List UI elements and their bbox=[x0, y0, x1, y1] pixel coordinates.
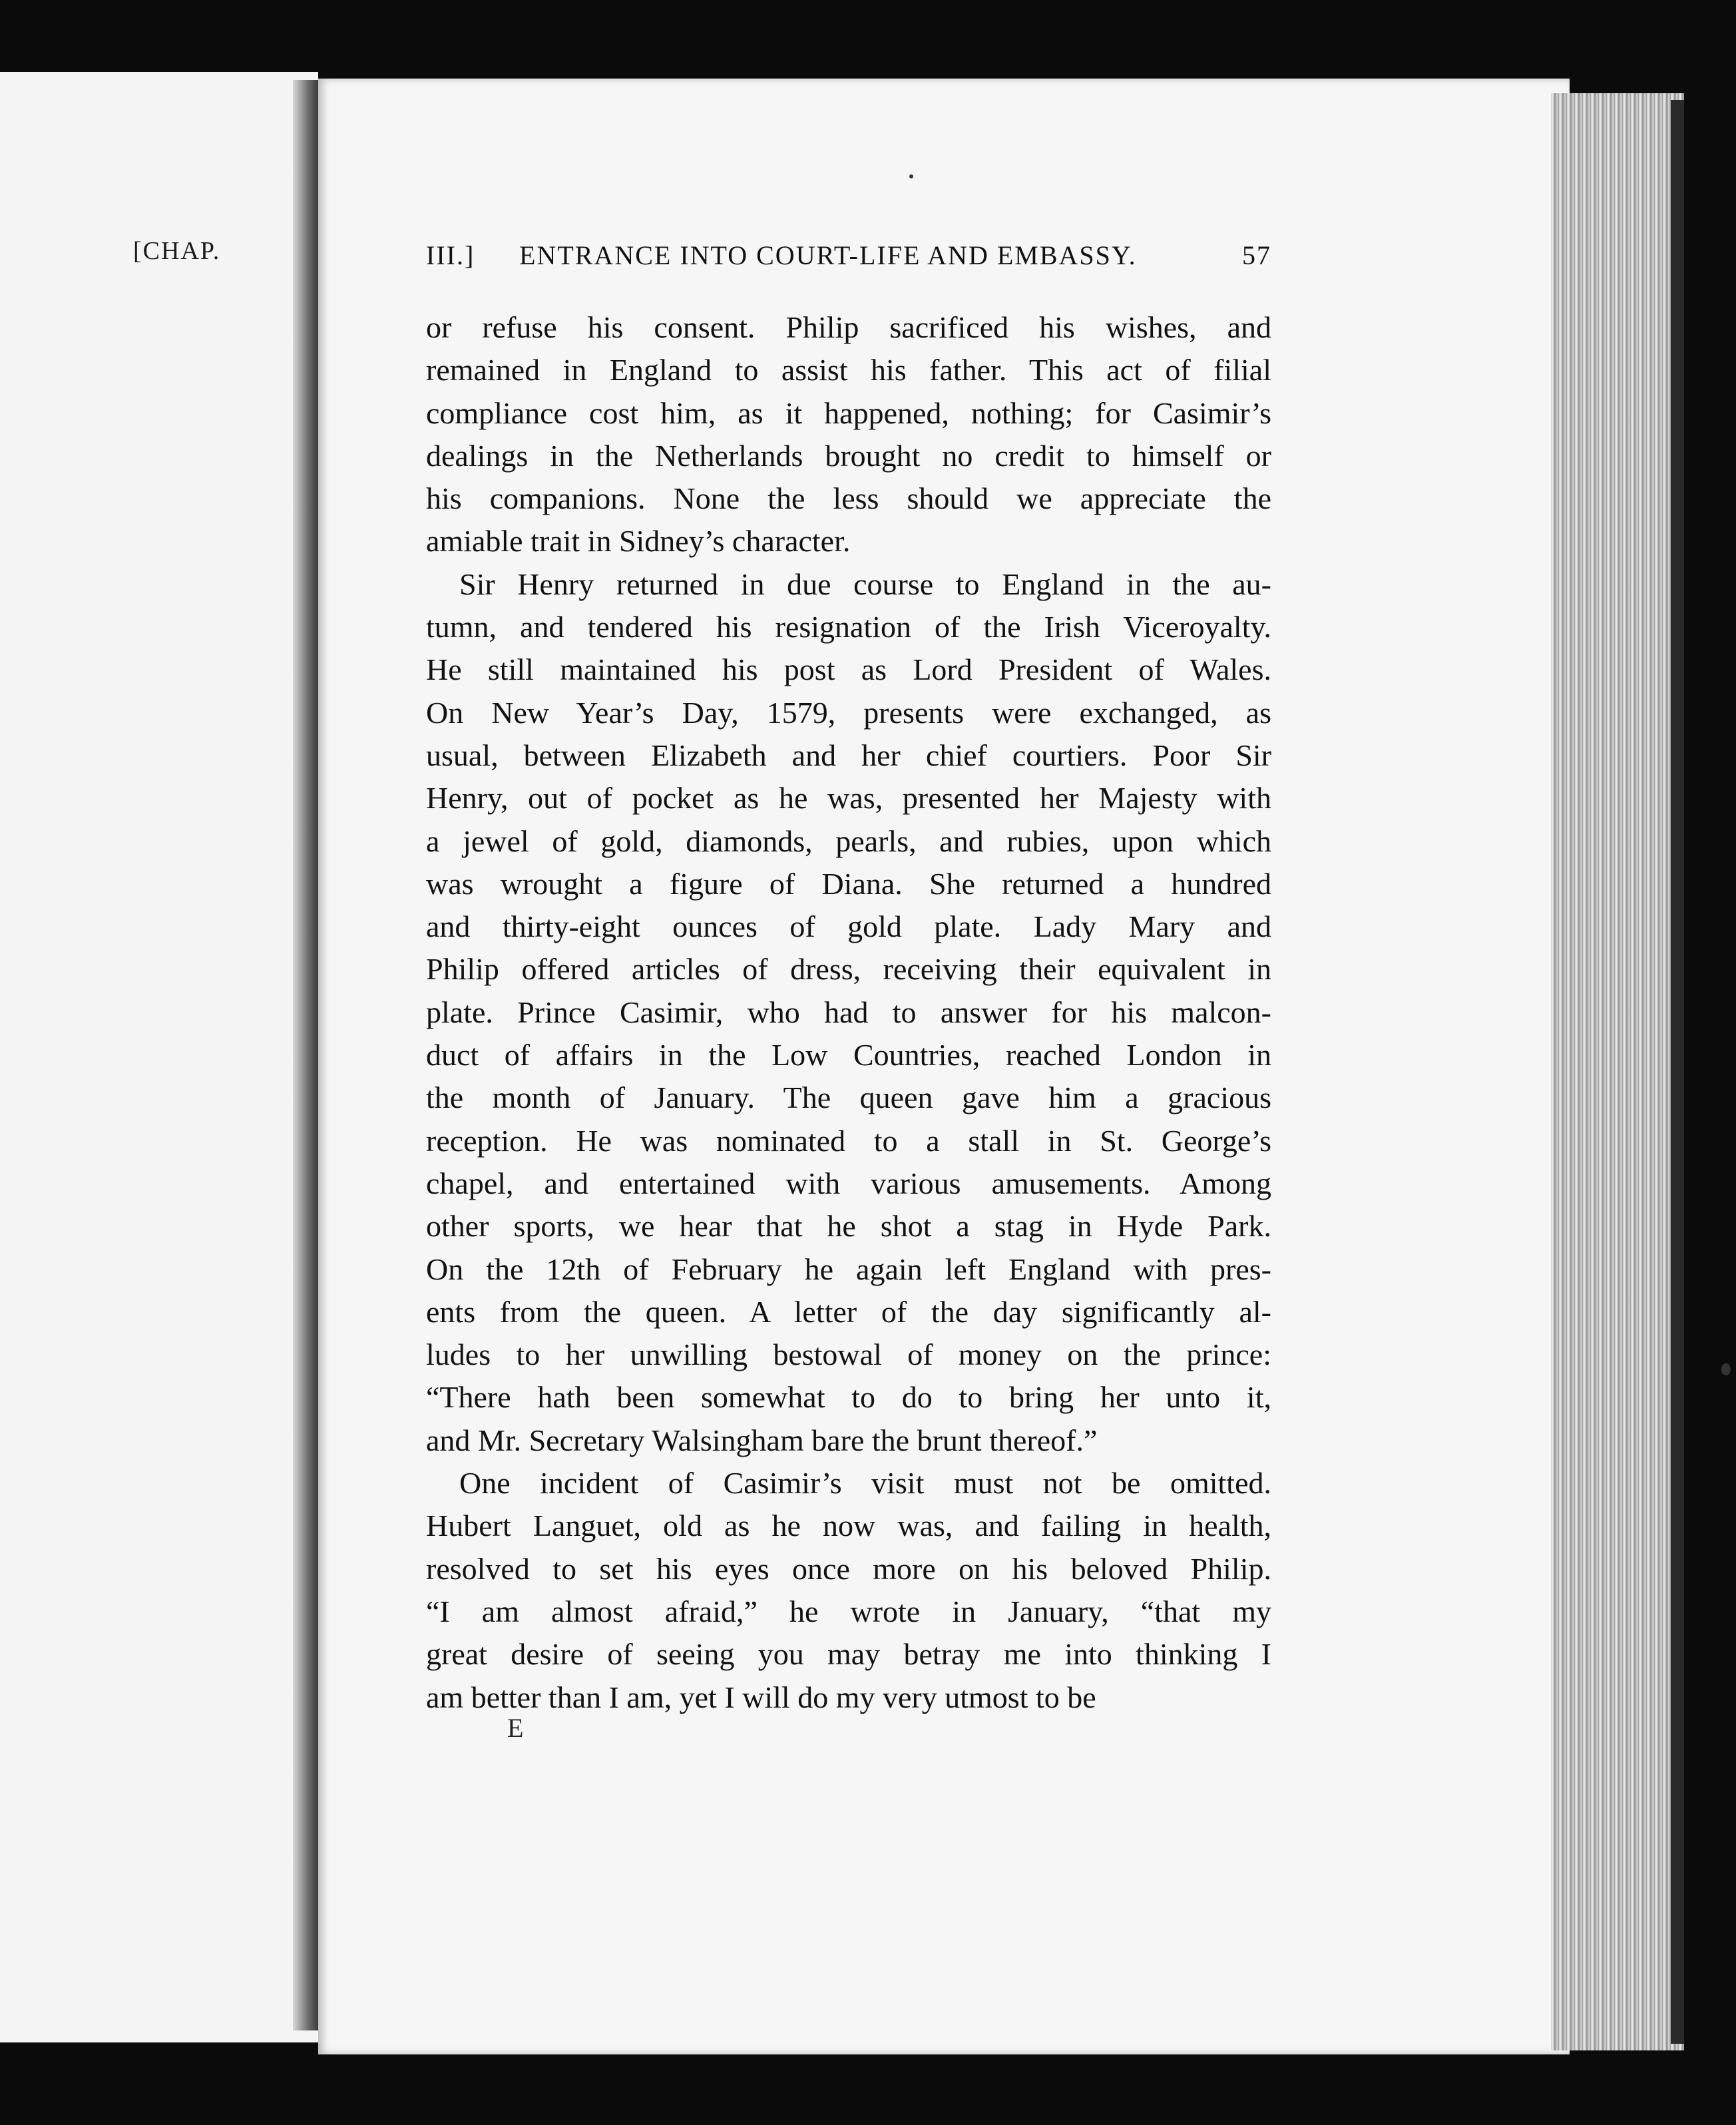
left-page-header: [CHAP. bbox=[133, 237, 221, 265]
text-line: am better than I am, yet I will do my very utmost to be bbox=[426, 1680, 1096, 1714]
chapter-marker: III.] bbox=[426, 240, 475, 270]
text-line: He still maintained his post as Lord President of Wales. bbox=[426, 652, 1271, 687]
text-line: Sir Henry returned in due course to England in the au- bbox=[459, 567, 1271, 601]
text-line: or refuse his consent. Philip sacrificed his wishes, and bbox=[426, 310, 1271, 344]
text-line: his companions. None the less should we appreciate the bbox=[426, 481, 1271, 516]
text-line: ents from the queen. A letter of the day significantly al- bbox=[426, 1294, 1271, 1329]
text-line: chapel, and entertained with various amusements. Among bbox=[426, 1166, 1271, 1200]
page-edge-shadow bbox=[1671, 100, 1684, 2044]
running-head bbox=[426, 240, 1271, 280]
text-line: duct of affairs in the Low Countries, reached London in bbox=[426, 1038, 1271, 1072]
body-text bbox=[426, 306, 1271, 1719]
text-line: tumn, and tendered his resignation of the Irish Viceroyalty. bbox=[426, 610, 1271, 644]
text-line: Hubert Languet, old as he now was, and failing in health, bbox=[426, 1509, 1271, 1543]
text-line: great desire of seeing you may betray me into thinking I bbox=[426, 1637, 1271, 1672]
dust-speck bbox=[1721, 1363, 1731, 1375]
text-line: a jewel of gold, diamonds, pearls, and rubies, upon which bbox=[426, 824, 1271, 858]
text-line: On New Year’s Day, 1579, presents were exchanged, as bbox=[426, 695, 1271, 730]
text-line: Henry, out of pocket as he was, presented her Majesty with bbox=[426, 781, 1271, 816]
signature-mark: E bbox=[507, 1713, 524, 1743]
text-line: “There hath been somewhat to do to bring her unto it, bbox=[426, 1380, 1271, 1415]
page-edges bbox=[1551, 93, 1684, 2050]
text-line: “I am almost afraid,” he wrote in January, “that my bbox=[426, 1594, 1271, 1628]
text-line: resolved to set his eyes once more on his beloved Philip. bbox=[426, 1551, 1271, 1586]
text-line: and Mr. Secretary Walsingham bare the brunt thereof.” bbox=[426, 1423, 1098, 1457]
text-line: remained in England to assist his father. This act of filial bbox=[426, 353, 1271, 387]
text-line: and thirty-eight ounces of gold plate. Lady Mary and bbox=[426, 909, 1271, 944]
left-page-gutter bbox=[293, 80, 318, 2030]
text-line: compliance cost him, as it happened, nothing; for Casimir’s bbox=[426, 395, 1271, 430]
text-line: usual, between Elizabeth and her chief courtiers. Poor Sir bbox=[426, 738, 1271, 772]
text-line: plate. Prince Casimir, who had to answer for his malcon- bbox=[426, 995, 1271, 1029]
text-line: amiable trait in Sidney’s character. bbox=[426, 524, 851, 559]
text-line: was wrought a figure of Diana. She returned a hundred bbox=[426, 866, 1271, 901]
text-line: One incident of Casimir’s visit must not be omitted. bbox=[459, 1466, 1271, 1501]
left-facing-page bbox=[0, 72, 318, 2042]
text-line: the month of January. The queen gave him a gracious bbox=[426, 1080, 1271, 1115]
text-line: reception. He was nominated to a stall in St. George’s bbox=[426, 1123, 1271, 1158]
page-number: 57 bbox=[1242, 240, 1271, 270]
text-line: Philip offered articles of dress, receiving their equivalent in bbox=[426, 952, 1271, 987]
running-head-title: ENTRANCE INTO COURT-LIFE AND EMBASSY. bbox=[519, 240, 1137, 270]
text-line: ludes to her unwilling bestowal of money on the prince: bbox=[426, 1337, 1271, 1372]
text-line: On the 12th of February he again left England with pres- bbox=[426, 1252, 1271, 1286]
text-line: dealings in the Netherlands brought no credit to himself or bbox=[426, 438, 1271, 473]
text-line: other sports, we hear that he shot a stag in Hyde Park. bbox=[426, 1209, 1271, 1244]
dust-speck bbox=[909, 174, 913, 178]
